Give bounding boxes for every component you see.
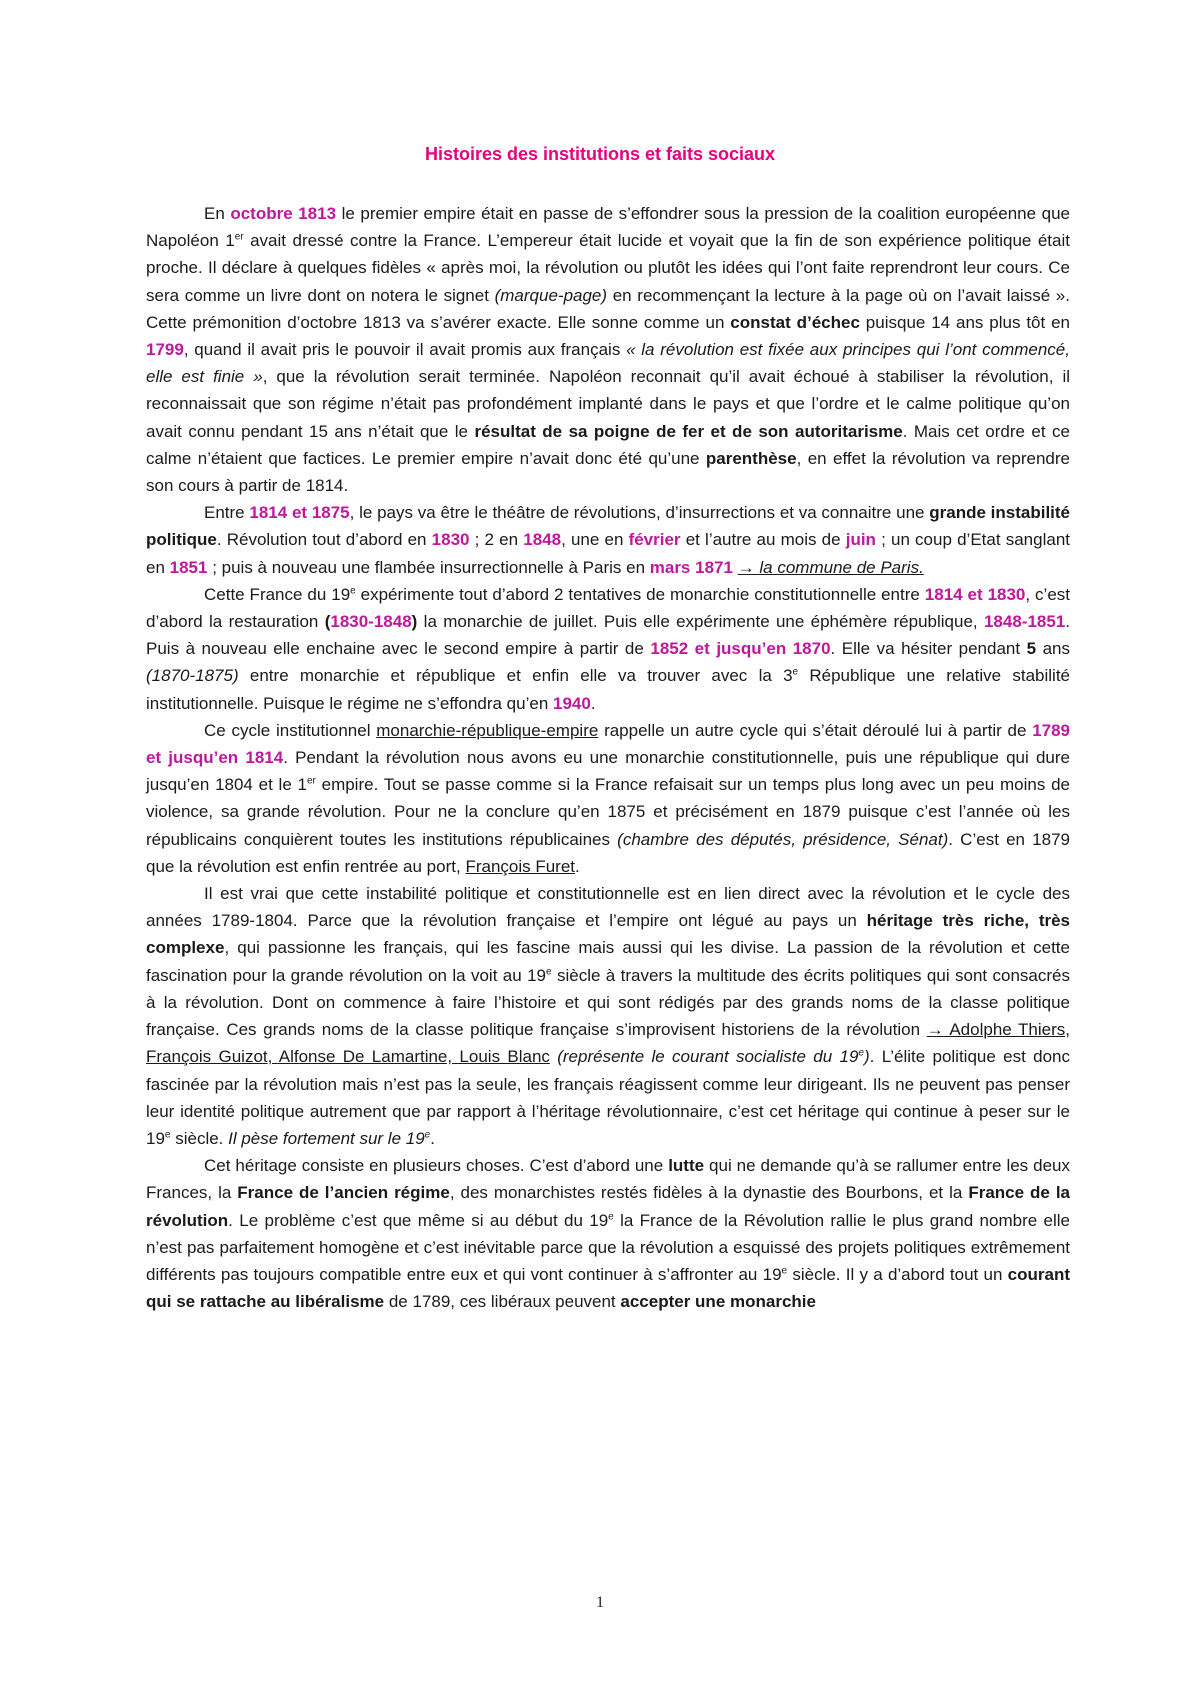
text-run: er bbox=[306, 775, 316, 787]
highlighted-date: 1848-1851 bbox=[983, 612, 1066, 632]
text-run: . bbox=[590, 693, 596, 713]
text-run: accepter une monarchie bbox=[620, 1292, 816, 1312]
text-run: e bbox=[350, 585, 356, 597]
text-run: , c’est d’abord la restauration bbox=[146, 584, 1070, 632]
text-run: Ce cycle institutionnel bbox=[204, 720, 377, 740]
text-run: courant qui se rattache au libéralisme bbox=[146, 1264, 1070, 1312]
highlighted-date: 1799 bbox=[146, 340, 184, 360]
text-run: résultat de sa poigne de fer et de son autoritarisme bbox=[474, 421, 903, 441]
text-run: rappelle un autre cycle qui s’était déroulé lui à partir de bbox=[598, 720, 1033, 740]
text-run: empire. Tout se passe comme si la France refaisait sur un temps plus long avec un peu moins de violence, sa grande révolution. Pour ne la conclure qu’en 1875 et précisément en 1879 puisque c’est l’année où les républicains conquièrent toutes les institutions républicaines bbox=[146, 775, 1070, 849]
text-run: ; puis à nouveau une flambée insurrectionnelle à Paris en bbox=[207, 557, 650, 577]
text-run: (représente le courant socialiste du 19 bbox=[557, 1047, 859, 1067]
text-run: Cet héritage consiste en plusieurs choses. C’est d’abord une bbox=[204, 1156, 669, 1176]
page-number: 1 bbox=[596, 1594, 604, 1611]
text-run: constat d’échec bbox=[730, 312, 860, 332]
paragraph bbox=[146, 499, 1070, 581]
highlighted-date: 1814 et 1830 bbox=[924, 584, 1026, 604]
text-run: e bbox=[424, 1129, 431, 1141]
text-run: , en effet la révolution va reprendre son cours à partir de 1814. bbox=[146, 448, 1070, 496]
text-run: Entre bbox=[204, 503, 250, 523]
text-run: puisque 14 ans plus tôt en bbox=[859, 312, 1071, 332]
text-run: siècle. Il y a d’abord tout un bbox=[787, 1264, 1008, 1284]
text-run: ( bbox=[324, 612, 331, 632]
paragraph bbox=[146, 581, 1070, 717]
highlighted-date: 1848 bbox=[523, 530, 562, 550]
paragraph bbox=[146, 717, 1070, 880]
text-run: . Révolution tout d’abord en bbox=[216, 530, 432, 550]
highlighted-date: 1789 et jusqu’en 1814 bbox=[146, 720, 1071, 768]
text-run: grande instabilité politique bbox=[146, 503, 1071, 550]
text-run: e bbox=[858, 1047, 864, 1059]
text-run: . bbox=[430, 1128, 435, 1148]
text-run: e bbox=[546, 966, 552, 978]
text-run: . Puis à nouveau elle enchaine avec le second empire à partir de bbox=[146, 612, 1071, 659]
highlighted-date: juin bbox=[845, 530, 876, 550]
text-run: ) bbox=[411, 612, 418, 632]
highlighted-date: octobre 1813 bbox=[230, 204, 337, 223]
highlighted-date: mars 1871 bbox=[649, 557, 733, 577]
text-run: République une relative stabilité institutionnelle. Puisque le régime ne s’effondra qu’en bbox=[146, 666, 1070, 713]
text-run: François Furet bbox=[465, 856, 576, 876]
text-run: Il pèse fortement sur le 19 bbox=[228, 1128, 425, 1148]
text-run: la France de la Révolution rallie le plus grand nombre elle n’est pas parfaitement homogène et c’est inévitable parce que la révolution a esquissé des projets politiques extrêmement différents pas toujours compatible entre eux et qui vont continuer à s’affronter au 19 bbox=[146, 1210, 1070, 1284]
text-run: lutte bbox=[668, 1156, 705, 1176]
text-run: ; 2 en bbox=[469, 530, 524, 550]
text-run: expérimente tout d’abord 2 tentatives de monarchie constitutionnelle entre bbox=[355, 584, 925, 604]
highlighted-date: 1851 bbox=[169, 557, 208, 577]
text-run: e bbox=[781, 1265, 788, 1277]
text-run: er bbox=[234, 231, 244, 243]
body-text bbox=[146, 200, 1070, 1315]
page-title: Histoires des institutions et faits sociaux bbox=[424, 144, 776, 164]
text-run: En bbox=[204, 204, 231, 223]
highlighted-date: 1830-1848 bbox=[330, 612, 412, 632]
text-run: , qui passionne les français, qui les fascine mais aussi qui les divise. La passion de la révolution et cette fascination pour la grande révolution on la voit au 19 bbox=[146, 938, 1070, 985]
text-run: France de l’ancien régime bbox=[237, 1183, 450, 1203]
text-run: . Elle va hésiter pendant bbox=[830, 639, 1027, 659]
text-run: parenthèse bbox=[705, 448, 797, 468]
text-run: , quand il avait pris le pouvoir il avait promis aux français bbox=[183, 340, 627, 360]
text-run: entre monarchie et république et enfin elle va trouver avec la 3 bbox=[238, 666, 793, 686]
text-run: , que la révolution serait terminée. Napoléon reconnait qu’il avait échoué à stabiliser la révolution, il reconnaissait que son régime n’était pas profondément implanté dans le pays et que l’ordre et le calme politique qu’on avait connu pendant 15 ans n’était que le bbox=[146, 367, 1071, 441]
text-run: France de la révolution bbox=[146, 1183, 1070, 1230]
text-run: avait dressé contre la France. L’empereur était lucide et voyait que la fin de son expérience politique était proche. Il déclare à quelques fidèles « après moi, la révolution ou plutôt les idées qui l’ont faite reprendront leur cours. Ce sera comme un livre dont on notera le signet bbox=[146, 231, 1070, 305]
text-run: , une en bbox=[561, 530, 629, 550]
text-run: qui ne demande qu’à se rallumer entre les deux Frances, la bbox=[146, 1156, 1070, 1203]
text-run: (1870-1875) bbox=[146, 666, 239, 686]
text-run: → Adolphe Thiers, François Guizot, Alfonse De Lamartine, Louis Blanc bbox=[146, 1020, 1071, 1067]
text-run: e bbox=[608, 1210, 614, 1222]
highlighted-date: 1852 et jusqu’en 1870 bbox=[650, 639, 831, 659]
text-run: . bbox=[575, 856, 580, 876]
text-run: ) bbox=[863, 1047, 870, 1067]
text-run: . Mais cet ordre et ce calme n’étaient que factices. Le premier empire n’avait donc été qu’une bbox=[146, 421, 1070, 468]
text-run: le premier empire était en passe de s’effondrer sous la pression de la coalition européenne que Napoléon 1 bbox=[146, 204, 1070, 251]
text-run: siècle. bbox=[170, 1128, 229, 1148]
text-run: . C’est en 1879 que la révolution est enfin rentrée au port, bbox=[146, 829, 1070, 876]
highlighted-date: 1814 et 1875 bbox=[249, 503, 350, 523]
text-run: (marque-page) bbox=[494, 285, 608, 305]
text-run: . Le problème c’est que même si au début du 19 bbox=[228, 1210, 609, 1230]
text-run: ; un coup d’Etat sanglant en bbox=[146, 530, 1070, 577]
text-run: . L’élite politique est donc fascinée par la révolution mais n’est pas la seule, les français réagissent comme leur dirigeant. Ils ne peuvent pas penser leur identité politique autrement que par rapport à l’héritage révolutionnaire, c’est cet héritage qui continue à peser sur le 19 bbox=[146, 1047, 1070, 1148]
text-run: siècle à travers la multitude des écrits politiques qui sont consacrés à la révolution. Dont on commence à faire l’histoire et qui sont rédigés par des grands noms de la classe politique française. Ces grands noms de la classe politique française s’improvisent historiens de la révolution bbox=[146, 965, 1070, 1040]
text-run: , le pays va être le théâtre de révolutions, d’insurrections et va connaitre une bbox=[349, 503, 930, 523]
text-run: e bbox=[164, 1129, 171, 1141]
text-run: e bbox=[792, 666, 799, 678]
text-run: la monarchie de juillet. Puis elle expérimente une éphémère république, bbox=[417, 612, 984, 632]
highlighted-date: février bbox=[628, 530, 681, 550]
text-run: monarchie-république-empire bbox=[376, 720, 599, 740]
text-run: Il est vrai que cette instabilité politique et constitutionnelle est en lien direct avec la révolution et le cycle des années 1789-1804. Parce que la révolution française et l’empire ont légué au pays un bbox=[146, 884, 1070, 931]
paragraph bbox=[146, 880, 1070, 1152]
text-run: « la révolution est fixée aux principes qui l’ont commencé, elle est finie » bbox=[146, 340, 1070, 387]
text-run: et l’autre au mois de bbox=[680, 530, 846, 550]
text-run: . Pendant la révolution nous avons eu une monarchie constitutionnelle, puis une république qui dure jusqu’en 1804 et le 1 bbox=[146, 748, 1070, 795]
highlighted-date: 1940 bbox=[553, 693, 591, 713]
text-run: 5 bbox=[1026, 639, 1037, 659]
paragraph bbox=[146, 200, 1070, 499]
text-run: → la commune de Paris. bbox=[737, 557, 924, 577]
text-run: ans bbox=[1036, 639, 1070, 659]
text-run: Cette France du 19 bbox=[204, 584, 351, 604]
text-run: , des monarchistes restés fidèles à la dynastie des Bourbons, et la bbox=[449, 1183, 969, 1203]
text-run: (chambre des députés, présidence, Sénat) bbox=[617, 829, 949, 849]
highlighted-date: 1830 bbox=[431, 530, 470, 550]
text-run: de 1789, ces libéraux peuvent bbox=[384, 1292, 621, 1312]
text-run: héritage très riche, très complexe bbox=[146, 911, 1071, 958]
paragraph bbox=[146, 1152, 1070, 1315]
text-run: en recommençant la lecture à la page où on l’avait laissé ». Cette prémonition d’octobre 1813 va s’avérer exacte. Elle sonne comme un bbox=[146, 285, 1070, 332]
